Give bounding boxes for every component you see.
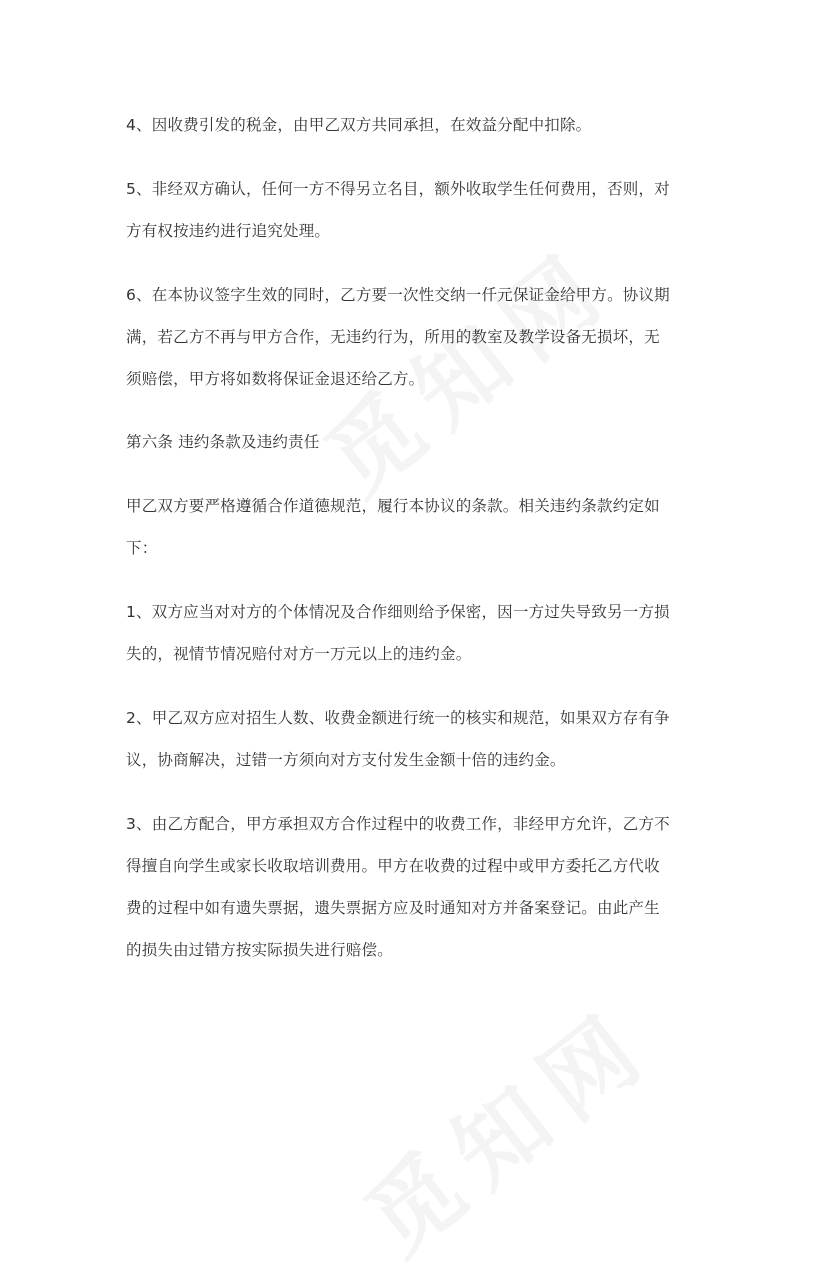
paragraph-line: 满，若乙方不再与甲方合作，无违约行为，所用的教室及教学设备无损坏，无	[126, 328, 660, 346]
paragraph-line: 3、由乙方配合，甲方承担双方合作过程中的收费工作，非经甲方允许，乙方不	[126, 815, 670, 833]
paragraph-line: 方有权按违约进行追究处理。	[126, 222, 331, 240]
watermark	[334, 972, 675, 1279]
paragraph-line: 6、在本协议签字生效的同时，乙方要一次性交纳一仟元保证金给甲方。协议期	[126, 286, 670, 304]
paragraph-line: 得擅自向学生或家长收取培训费用。甲方在收费的过程中或甲方委托乙方代收	[126, 857, 660, 875]
paragraph-line: 下：	[126, 539, 158, 557]
section-heading: 第六条 违约条款及违约责任	[126, 433, 320, 451]
watermark	[294, 212, 635, 519]
paragraph-line: 失的，视情节情况赔付对方一万元以上的违约金。	[126, 645, 472, 663]
paragraph-line: 须赔偿，甲方将如数将保证金退还给乙方。	[126, 370, 425, 388]
paragraph-line: 的损失由过错方按实际损失进行赔偿。	[126, 941, 393, 959]
paragraph-line: 费的过程中如有遗失票据，遗失票据方应及时通知对方并备案登记。由此产生	[126, 899, 660, 917]
paragraph-line: 甲乙双方要严格遵循合作道德规范，履行本协议的条款。相关违约条款约定如	[126, 497, 660, 515]
paragraph-line: 4、因收费引发的税金，由甲乙双方共同承担，在效益分配中扣除。	[126, 116, 592, 134]
paragraph-line: 5、非经双方确认，任何一方不得另立名目，额外收取学生任何费用，否则，对	[126, 180, 670, 198]
paragraph-line: 1、双方应当对对方的个体情况及合作细则给予保密，因一方过失导致另一方损	[126, 603, 670, 621]
paragraph-line: 2、甲乙双方应对招生人数、收费金额进行统一的核实和规范，如果双方存有争	[126, 709, 670, 727]
paragraph-line: 议，协商解决，过错一方须向对方支付发生金额十倍的违约金。	[126, 751, 566, 769]
